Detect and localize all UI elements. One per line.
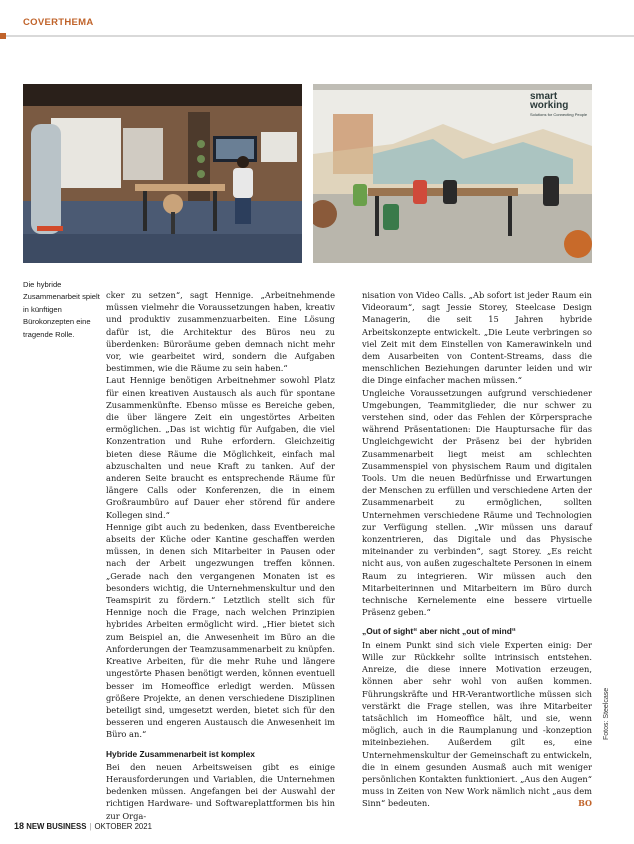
paragraph: nisation von Video Calls. „Ab sofort ist jeder Raum ein Videoraum“, sagt Jessie Storey, Steelcase Design Managerin, die seit 15 Jahren hybride Arbeitskonzepte entwickelt. „Die Leute verbringen so viel Zeit mit dem Einstellen von Kamerawinkeln und dem Ausarbeiten von Content-Streams, dass die menschlichen Beziehungen darunter leiden und wir die Dinge einfacher machen müssen.“ — [362, 290, 592, 386]
smart-working-brand: smart working — [530, 91, 569, 111]
photo-smart-working-room — [313, 84, 592, 263]
photo-credit: Fotos: Steelcase — [603, 687, 610, 740]
article-column-1 — [106, 289, 335, 822]
subheading: Hybride Zusammenarbeit ist komplex — [106, 748, 255, 759]
section-accent-mark — [0, 33, 6, 39]
paragraph: Bei den neuen Arbeitsweisen gibt es einige Herausforderungen und Variablen, die Unternehmen bedenken müssen. Angefangen bei der Auswahl der richtigen Hardware- und Softwareplattformen bis hin zur Orga- — [106, 761, 335, 821]
section-label: COVERTHEMA — [23, 17, 94, 28]
article-column-2 — [362, 289, 592, 810]
issue-date: OKTOBER 2021 — [94, 822, 152, 831]
paragraph: cker zu setzen“, sagt Hennige. „Arbeitnehmende müssen vielmehr die Voraussetzungen haben, kreativ und produktiv zusammenzuarbeiten. Eine Lösung dafür ist, die Architektur des Büros neu zu überdenken: Büroräume geben demnach nicht mehr vor, wie gearbeitet wird, sondern die Aufgaben bestimmen, wie die Räume zu sein haben.“ — [106, 290, 335, 374]
smart-working-subtitle: Solutions for Connecting People — [530, 112, 588, 117]
subheading: „Out of sight“ aber nicht „out of mind“ — [362, 626, 516, 637]
paragraph — [362, 639, 592, 810]
magazine-name: NEW BUSINESS — [26, 822, 87, 831]
smart-working-sign — [530, 92, 590, 117]
page-footer — [14, 821, 152, 831]
author-signature: BO — [578, 798, 592, 809]
footer-separator: | — [89, 822, 92, 831]
page-number: 18 — [14, 821, 25, 831]
section-divider — [0, 35, 634, 37]
paragraph: Hennige gibt auch zu bedenken, dass Eventbereiche abseits der Küche oder Kantine geschaffen werden müssen, in denen sich Mitarbeiter in Pausen oder nach der Arbeit ungezwungen treffen können. „Gerade nach den vergangenen Monaten ist es besonders wichtig, die Unternehmenskultur und den Teamspirit zu fördern.“ Letztlich stellt sich für Hennige noch die Frage, nach welchen Prinzipien hybrides Arbeiten ermöglicht wird. „Hier bietet sich zum Beispiel an, die Anwesenheit im Büro an die Anforderungen der Teamzusammenarbeit zu knüpfen. Kreative Arbeiten, für die mehr Ruhe und längere ungestörte Phasen benötigt werden, können eventuell besser im Homeoffice erledigt werden. Müssen größere Projekte, an denen verschiedene Disziplinen beteiligt sind, umgesetzt werden, bietet sich für den besseren und engeren Austausch die Anwesenheit im Büro an.“ — [106, 521, 335, 740]
photo-office-video-conference — [23, 84, 302, 263]
paragraph: Ungleiche Voraussetzungen aufgrund verschiedener Umgebungen, Teammitglieder, die nur schwer zu verstehen sind, oder das Fehlen der Körpersprache während Präsentationen: Die Hauptursache für das Ungleichgewicht der Präsenz bei der hybriden Zusammenarbeit liegt meist am schlechten Zusammenspiel von physischem Raum und digitalen Tools. Um die neuen Bedürfnisse und Erwartungen der Menschen zu erfüllen und verschiedene Arten der Zusammenarbeit zu ermöglichen, sollten Unternehmen verschiedene Räume und Technologien zur Verfügung stellen. „Wir müssen uns darauf konzentrieren, das Digitale und das Physische miteinander zu verbinden“, sagt Storey. „Es reicht nicht aus, von außen zugeschaltete Personen in einem Raum zu integrieren. Wir müssen auch den Mitarbeiterinnen und Mitarbeitern im Büro durch technische Kernelemente eine bessere virtuelle Präsenz geben.“ — [362, 387, 592, 618]
paragraph-text: In einem Punkt sind sich viele Experten einig: Der Wille zur Rückkehr sollte intrinsisch entstehen. Anreize, die diese innere Motivation erzeugen, können aber sehr wohl von außen kommen. Führungskräfte und HR-Verantwortliche müssen sich verstärkt die Frage stellen, was ihre Mitarbeiter tatsächlich im Homeoffice hält, und sie, wenn möglich, auch in die Raumplanung und -konzeption miteinbeziehen. Außerdem gilt es, eine Unternehmenskultur der Gemeinschaft zu entwickeln, die in einem gesunden Ausmaß auch mit weniger persönlichen Kontakten funktioniert. „Aus den Augen“ muss in Zeiten von New Work nämlich nicht „aus dem Sinn“ bedeuten. — [362, 639, 592, 809]
photo-left-illustration — [23, 84, 302, 263]
photo-caption: Die hybride Zusammenarbeit spielt in künftigen Bürokonzepten eine tragende Rolle. — [23, 280, 100, 339]
paragraph: Laut Hennige benötigen Arbeitnehmer sowohl Platz für einen kreativen Austausch als auch für spontane Zusammenkünfte. Ebenso müsse es Bereiche geben, die über längere Zeit ein ungestörtes Arbeiten ermöglichen. „Das ist wichtig für Aufgaben, die viel Konzentration und Ruhe erfordern. Gleichzeitig bieten diese Räume die Möglichkeit, einfach mal abzuschalten und neue Kraft zu tanken. Auf der anderen Seite braucht es entsprechende Räume für längere Calls oder Konferenzen, die in einem Großraumbüro auf Dauer eher störend für andere Kollegen sind.“ — [106, 375, 335, 520]
